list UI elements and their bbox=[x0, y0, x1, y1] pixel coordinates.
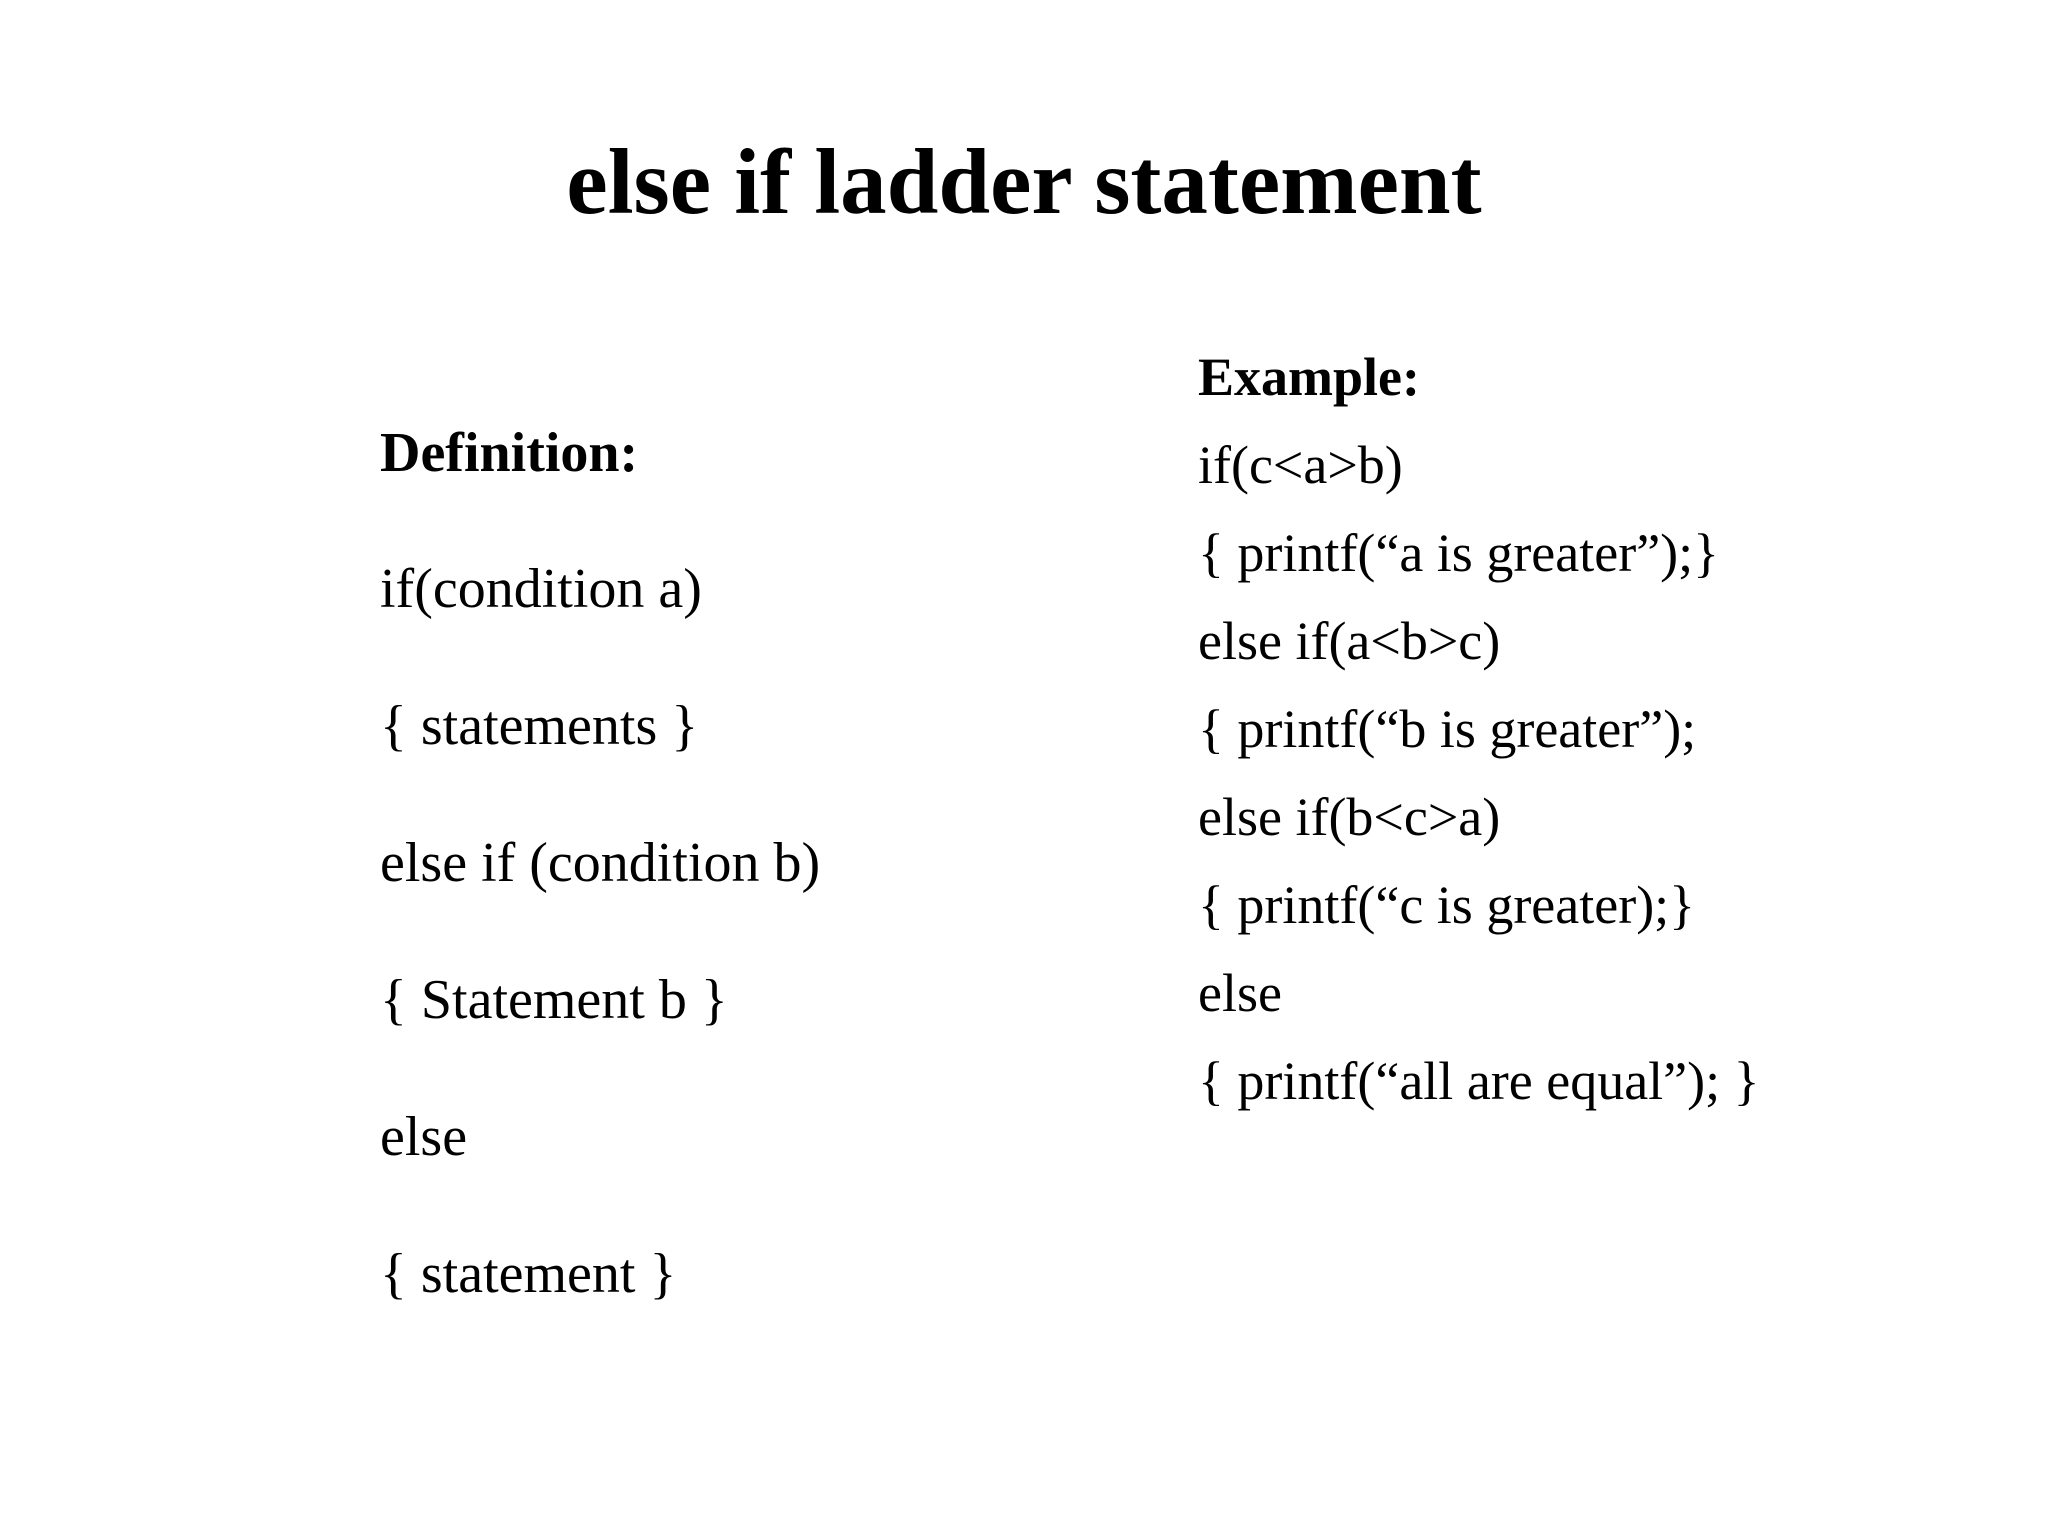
example-line: else if(b<c>a) bbox=[1198, 787, 1501, 847]
example-line: { printf(“b is greater”); bbox=[1198, 699, 1697, 759]
definition-block bbox=[380, 420, 1140, 1305]
definition-heading: Definition: bbox=[380, 422, 639, 484]
example-line: { printf(“c is greater);} bbox=[1198, 875, 1696, 935]
example-line: if(c<a>b) bbox=[1198, 435, 1403, 495]
example-block bbox=[1198, 345, 2018, 1111]
definition-line: { statement } bbox=[380, 1243, 677, 1305]
definition-line: else if (condition b) bbox=[380, 832, 821, 894]
example-line: { printf(“all are equal”); } bbox=[1198, 1051, 1760, 1111]
definition-line: { Statement b } bbox=[380, 969, 728, 1031]
example-line: else if(a<b>c) bbox=[1198, 611, 1501, 671]
slide-title bbox=[0, 128, 2048, 238]
definition-line: else bbox=[380, 1106, 468, 1168]
example-line: else bbox=[1198, 963, 1282, 1023]
definition-line: if(condition a) bbox=[380, 558, 702, 620]
example-line: { printf(“a is greater”);} bbox=[1198, 523, 1720, 583]
slide-title-text: else if ladder statement bbox=[566, 131, 1482, 234]
definition-line: { statements } bbox=[380, 695, 699, 757]
example-heading: Example: bbox=[1198, 347, 1420, 407]
